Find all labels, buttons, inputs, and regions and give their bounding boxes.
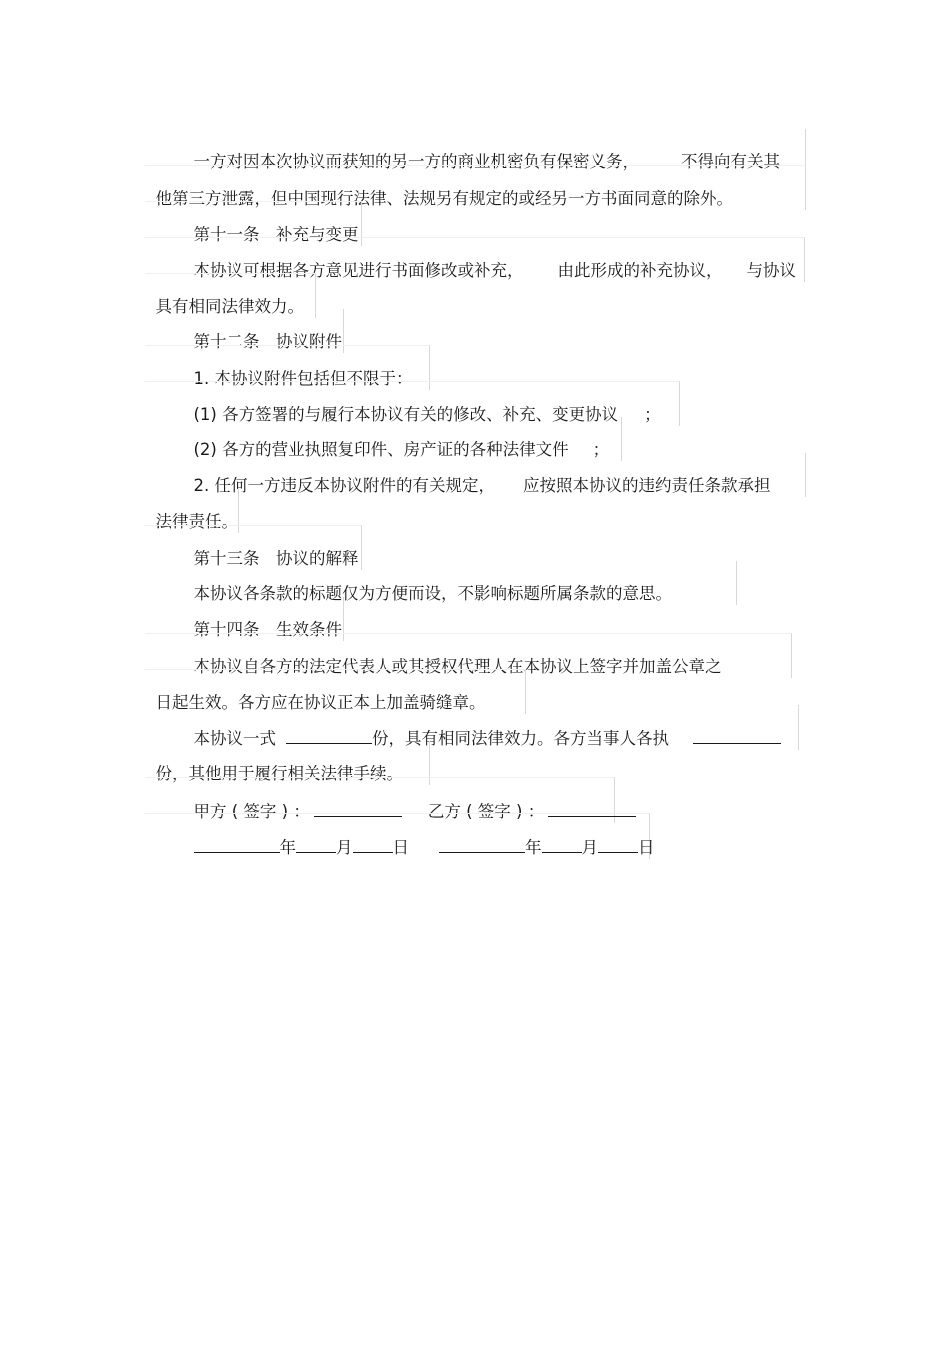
text-span: 与协议: [746, 261, 796, 280]
text-span: 应按照本协议的违约责任条款承担: [523, 476, 771, 495]
text-span: 他第三方泄露，但中国现行法律、法规另有规定的或经另一方书面同意的除外。: [155, 189, 733, 208]
text-span: 1. 本协议附件包括但不限于：: [193, 369, 413, 388]
year-label: 年: [279, 838, 296, 857]
text-span: ；: [644, 405, 661, 424]
party-b-label: 乙方 ( 签字 ) ：: [427, 802, 545, 821]
text-span: 本协议自各方的法定代表人或其授权代理人在本协议上签字并加盖公章之: [193, 657, 722, 676]
day-label: 日: [392, 838, 409, 857]
text-span: 具有相同法律效力。: [155, 297, 304, 316]
text-span: 2. 任何一方违反本协议附件的有关规定，: [193, 476, 495, 495]
text-span: 第十二条 协议附件: [193, 332, 342, 351]
text-span: 第十三条 协议的解释: [193, 549, 359, 568]
text-span: (2) 各方的营业执照复印件、房产证的各种法律文件: [193, 440, 569, 459]
party-a-month-blank[interactable]: [296, 836, 336, 853]
date-line: [145, 813, 655, 859]
text-span: 由此形成的补充协议，: [557, 261, 723, 280]
copies-each-blank[interactable]: [693, 727, 781, 744]
party-b-year-blank[interactable]: [439, 836, 525, 853]
text-span: 本协议可根据各方意见进行书面修改或补充，: [193, 261, 524, 280]
text-span: 份，具有相同法律效力。各方当事人各执: [372, 729, 669, 748]
text-span: 本协议一式: [193, 729, 276, 748]
party-a-day-blank[interactable]: [353, 836, 393, 853]
text-span: 第十一条 补充与变更: [193, 225, 359, 244]
party-a-year-blank[interactable]: [194, 836, 280, 853]
party-a-label: 甲方 ( 签字 ) ：: [193, 802, 310, 821]
party-b-day-blank[interactable]: [598, 836, 638, 853]
text-span: 日起生效。各方应在协议正本上加盖骑缝章。: [155, 693, 486, 712]
text-span: 法律责任。: [155, 512, 238, 531]
text-span: 不得向有关其: [681, 152, 780, 171]
text-span: ；: [592, 440, 610, 459]
month-label: 月: [581, 838, 598, 857]
year-label: 年: [525, 838, 542, 857]
text-span: (1) 各方签署的与履行本协议有关的修改、补充、变更协议: [193, 405, 619, 424]
party-b-month-blank[interactable]: [542, 836, 582, 853]
month-label: 月: [336, 838, 353, 857]
text-span: 份，其他用于履行相关法律手续。: [155, 764, 403, 783]
text-span: 一方对因本次协议而获知的另一方的商业机密负有保密义务，: [193, 152, 639, 171]
text-span: 第十四条 生效条件: [193, 620, 342, 639]
day-label: 日: [638, 838, 655, 857]
list-item: [183, 453, 806, 497]
text-span: 本协议各条款的标题仅为方便而设，不影响标题所属条款的意思。: [193, 584, 672, 603]
